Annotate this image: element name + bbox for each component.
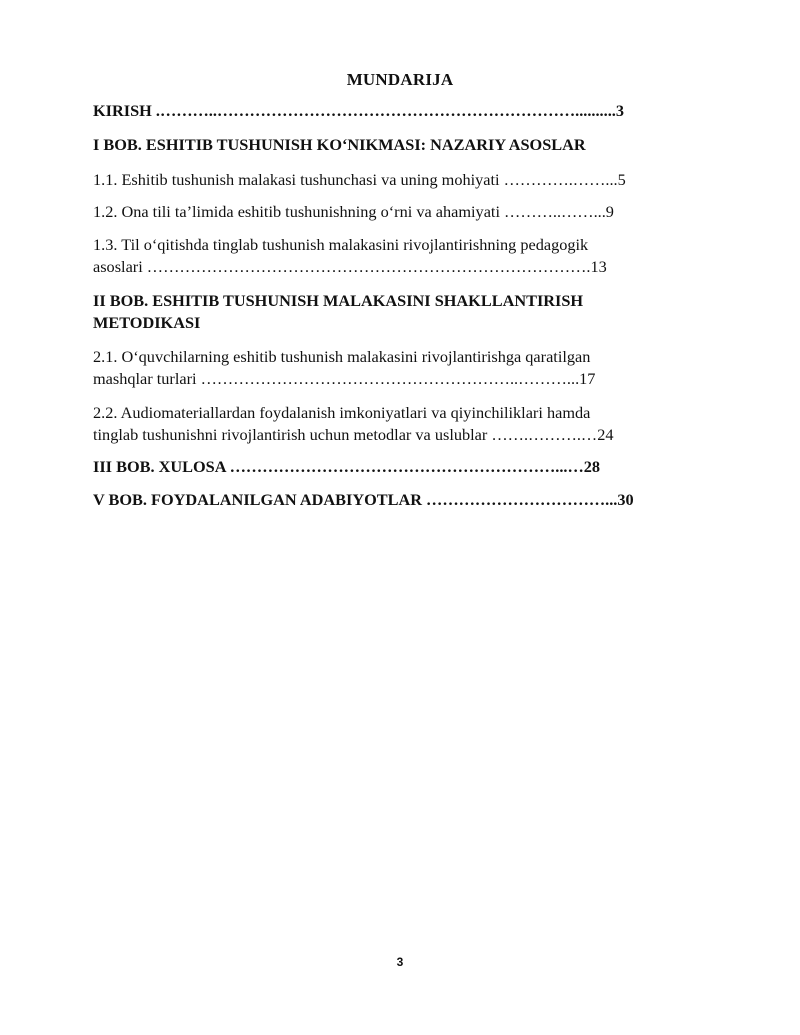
toc-section-2-2-line-2: tinglab tushunishni rivojlantirish uchun metodlar va uslublar …….……….…24 [93, 425, 614, 444]
toc-chapter-2-heading [93, 290, 583, 334]
toc-section-2-2 [93, 402, 614, 446]
toc-chapter-5: V BOB. FOYDALANILGAN ADABIYOTLAR ……………………………...30 [93, 490, 634, 509]
toc-chapter-2-line-2: METODIKASI [93, 313, 201, 332]
toc-entry-kirish: KIRISH .………..…………………………………………………………..........3 [93, 101, 624, 120]
toc-section-2-1-line-1: 2.1. O‘quvchilarning eshitib tushunish malakasini rivojlantirishga qaratilgan [93, 347, 591, 366]
toc-section-2-1-line-2: mashqlar turlari …………………………………………………..………...17 [93, 369, 596, 388]
toc-title: MUNDARIJA [346, 70, 454, 89]
toc-section-1-1: 1.1. Eshitib tushunish malakasi tushunchasi va uning mohiyati ………….……...5 [93, 170, 626, 189]
toc-section-1-3-line-2: asoslari ……………………………………………………………………….13 [93, 257, 607, 276]
toc-section-1-2: 1.2. Ona tili ta’limida eshitib tushunishning o‘rni va ahamiyati ………..……...9 [93, 202, 614, 221]
toc-section-1-3-line-1: 1.3. Til o‘qitishda tinglab tushunish malakasini rivojlantirishning pedagogik [93, 235, 589, 254]
toc-chapter-3: III BOB. XULOSA ……………………………………………………...…28 [93, 457, 601, 476]
page-number: 3 [396, 955, 404, 969]
toc-section-2-2-line-1: 2.2. Audiomateriallardan foydalanish imkoniyatlari va qiyinchiliklari hamda [93, 403, 591, 422]
toc-chapter-2-line-1: II BOB. ESHITIB TUSHUNISH MALAKASINI SHAKLLANTIRISH [93, 291, 584, 310]
toc-section-1-3 [93, 234, 607, 278]
toc-chapter-1-heading: I BOB. ESHITIB TUSHUNISH KO‘NIKMASI: NAZARIY ASOSLAR [93, 135, 586, 154]
toc-section-2-1 [93, 346, 595, 390]
